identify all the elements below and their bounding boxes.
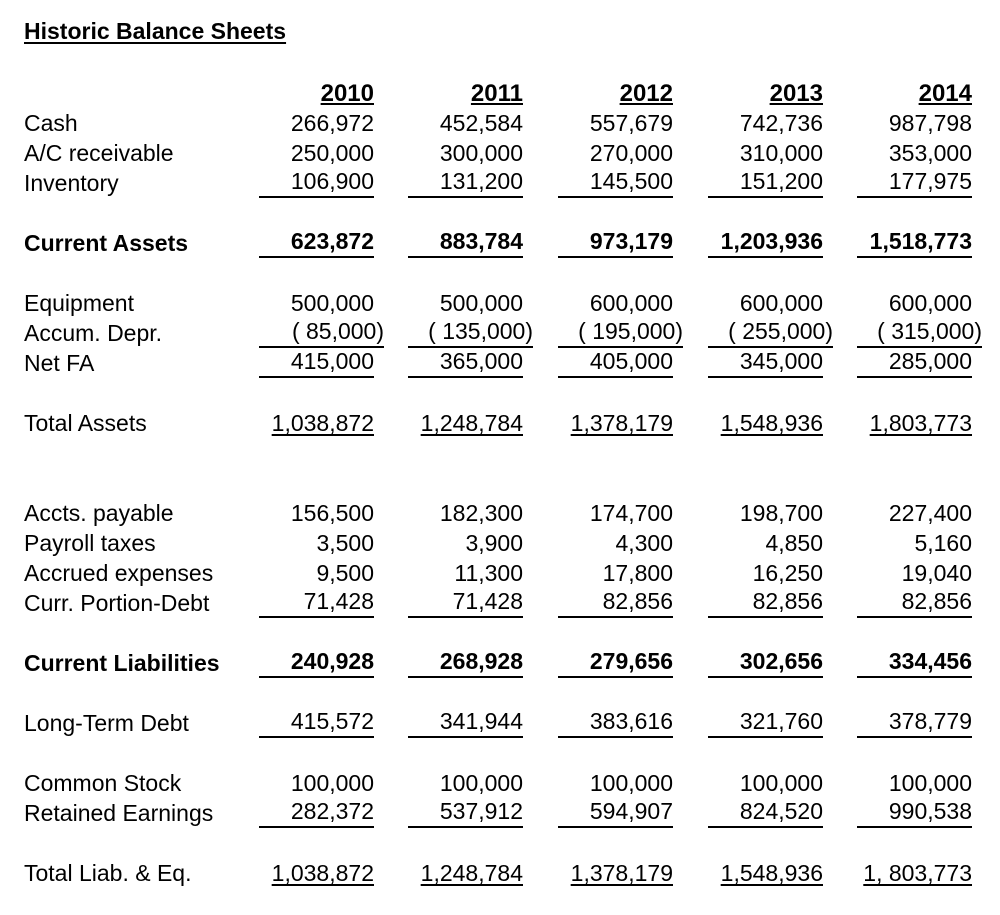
table-cell: 623,872 bbox=[259, 228, 374, 258]
table-cell: 182,300 bbox=[439, 500, 523, 526]
table-cell: 270,000 bbox=[589, 140, 673, 166]
table-cell: 321,760 bbox=[708, 708, 823, 738]
table-cell: 145,500 bbox=[558, 168, 673, 198]
table-cell: 334,456 bbox=[857, 648, 972, 678]
page-title: Historic Balance Sheets bbox=[24, 18, 287, 44]
row-label: Accrued expenses bbox=[24, 560, 214, 586]
row-label: Inventory bbox=[24, 170, 119, 196]
table-cell: ( 315,000) bbox=[857, 318, 982, 348]
year-header-2012: 2012 bbox=[619, 80, 673, 107]
table-cell: 16,250 bbox=[752, 560, 823, 586]
table-cell: 82,856 bbox=[857, 588, 972, 618]
table-cell: ( 135,000) bbox=[408, 318, 533, 348]
row-label: Net FA bbox=[24, 350, 95, 376]
table-cell: 1,378,179 bbox=[570, 860, 673, 886]
table-cell: 71,428 bbox=[408, 588, 523, 618]
row-label: Long-Term Debt bbox=[24, 710, 189, 736]
row-label: Equipment bbox=[24, 290, 134, 316]
table-cell: 557,679 bbox=[589, 110, 673, 136]
table-cell: 71,428 bbox=[259, 588, 374, 618]
table-cell: 990,538 bbox=[857, 798, 972, 828]
table-cell: 300,000 bbox=[439, 140, 523, 166]
row-label: Cash bbox=[24, 110, 78, 136]
table-cell: 174,700 bbox=[589, 500, 673, 526]
table-cell: 1,518,773 bbox=[857, 228, 972, 258]
table-cell: 302,656 bbox=[708, 648, 823, 678]
table-cell: 353,000 bbox=[888, 140, 972, 166]
row-label: Current Assets bbox=[24, 230, 189, 256]
table-cell: ( 195,000) bbox=[558, 318, 683, 348]
table-cell: 500,000 bbox=[439, 290, 523, 316]
year-header-2014: 2014 bbox=[918, 80, 972, 107]
table-cell: 600,000 bbox=[589, 290, 673, 316]
year-header-2013: 2013 bbox=[769, 80, 823, 107]
table-cell: 1, 803,773 bbox=[863, 860, 972, 886]
table-cell: 415,000 bbox=[259, 348, 374, 378]
table-cell: 1,548,936 bbox=[720, 860, 823, 886]
table-cell: 365,000 bbox=[408, 348, 523, 378]
table-cell: 310,000 bbox=[739, 140, 823, 166]
table-cell: 82,856 bbox=[558, 588, 673, 618]
table-cell: 106,900 bbox=[259, 168, 374, 198]
row-label: Total Assets bbox=[24, 410, 147, 436]
table-cell: 1,378,179 bbox=[570, 410, 673, 436]
table-cell: ( 255,000) bbox=[708, 318, 833, 348]
table-cell: 537,912 bbox=[408, 798, 523, 828]
table-cell: 3,500 bbox=[316, 530, 374, 556]
table-cell: 268,928 bbox=[408, 648, 523, 678]
table-cell: 1,248,784 bbox=[420, 860, 523, 886]
table-cell: 1,548,936 bbox=[720, 410, 823, 436]
row-label: Curr. Portion-Debt bbox=[24, 590, 210, 616]
table-cell: 987,798 bbox=[888, 110, 972, 136]
table-cell: 282,372 bbox=[259, 798, 374, 828]
table-cell: 600,000 bbox=[739, 290, 823, 316]
table-cell: 177,975 bbox=[857, 168, 972, 198]
table-cell: 4,300 bbox=[615, 530, 673, 556]
table-cell: 100,000 bbox=[739, 770, 823, 796]
table-cell: 1,038,872 bbox=[271, 860, 374, 886]
table-cell: 1,038,872 bbox=[271, 410, 374, 436]
table-cell: 11,300 bbox=[454, 560, 523, 586]
table-cell: 883,784 bbox=[408, 228, 523, 258]
table-cell: 285,000 bbox=[857, 348, 972, 378]
table-cell: 452,584 bbox=[439, 110, 523, 136]
table-cell: 1,203,936 bbox=[708, 228, 823, 258]
table-cell: 156,500 bbox=[290, 500, 374, 526]
table-cell: 1,248,784 bbox=[420, 410, 523, 436]
table-cell: 341,944 bbox=[408, 708, 523, 738]
table-cell: 19,040 bbox=[901, 560, 972, 586]
row-label: Retained Earnings bbox=[24, 800, 214, 826]
table-cell: 742,736 bbox=[739, 110, 823, 136]
table-cell: 266,972 bbox=[290, 110, 374, 136]
table-cell: 250,000 bbox=[290, 140, 374, 166]
table-cell: 383,616 bbox=[558, 708, 673, 738]
row-label: Payroll taxes bbox=[24, 530, 156, 556]
row-label: A/C receivable bbox=[24, 140, 174, 166]
year-header-2011: 2011 bbox=[470, 80, 523, 107]
table-cell: 198,700 bbox=[739, 500, 823, 526]
table-cell: 100,000 bbox=[290, 770, 374, 796]
table-cell: 279,656 bbox=[558, 648, 673, 678]
table-cell: 1,803,773 bbox=[869, 410, 972, 436]
table-cell: 500,000 bbox=[290, 290, 374, 316]
row-label: Accum. Depr. bbox=[24, 320, 163, 346]
table-cell: 100,000 bbox=[589, 770, 673, 796]
table-cell: 151,200 bbox=[708, 168, 823, 198]
table-cell: 405,000 bbox=[558, 348, 673, 378]
table-cell: 82,856 bbox=[708, 588, 823, 618]
year-header-2010: 2010 bbox=[320, 80, 374, 107]
table-cell: 4,850 bbox=[765, 530, 823, 556]
row-label: Total Liab. & Eq. bbox=[24, 860, 192, 886]
row-label: Current Liabilities bbox=[24, 650, 220, 676]
table-cell: 240,928 bbox=[259, 648, 374, 678]
table-cell: 824,520 bbox=[708, 798, 823, 828]
table-cell: 378,779 bbox=[857, 708, 972, 738]
table-cell: 131,200 bbox=[408, 168, 523, 198]
table-cell: 973,179 bbox=[558, 228, 673, 258]
row-label: Common Stock bbox=[24, 770, 182, 796]
table-cell: 227,400 bbox=[888, 500, 972, 526]
table-cell: 100,000 bbox=[888, 770, 972, 796]
row-label: Accts. payable bbox=[24, 500, 174, 526]
table-cell: 17,800 bbox=[602, 560, 673, 586]
table-cell: 3,900 bbox=[465, 530, 523, 556]
table-cell: 9,500 bbox=[316, 560, 374, 586]
table-cell: 600,000 bbox=[888, 290, 972, 316]
table-cell: ( 85,000) bbox=[259, 318, 384, 348]
table-cell: 594,907 bbox=[558, 798, 673, 828]
table-cell: 100,000 bbox=[439, 770, 523, 796]
table-cell: 5,160 bbox=[914, 530, 972, 556]
table-cell: 415,572 bbox=[259, 708, 374, 738]
table-cell: 345,000 bbox=[708, 348, 823, 378]
